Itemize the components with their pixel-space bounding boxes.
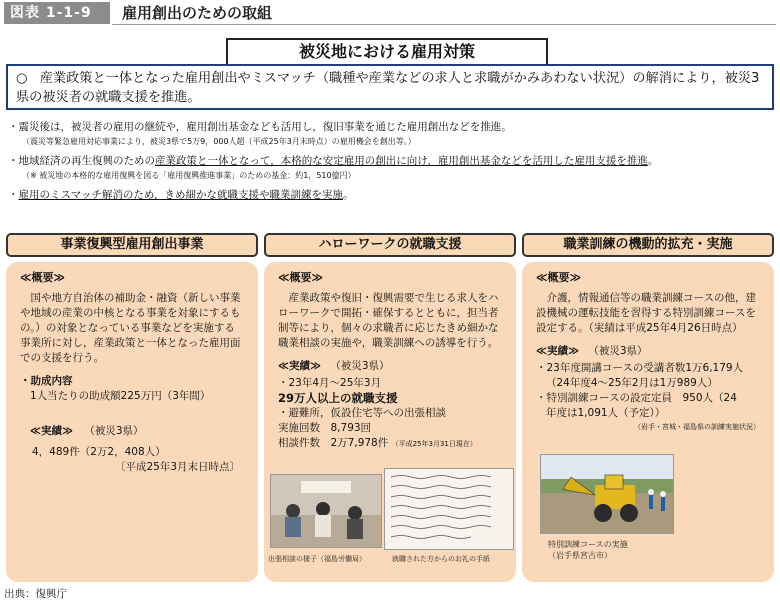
results-item-sub: 年度は1,091人（予定）） (546, 407, 666, 419)
results-label: ≪実績≫ (278, 360, 321, 372)
overview-text: 産業政策や復旧・復興需要で生じる求人をハローワークで開拓・確保するとともに，担当者制等により，個々の求職者に応じたきめ細かな職業相談の実施や，職業訓練への誘導を行う。 (278, 292, 499, 349)
bullet-text-post: 。 (647, 155, 659, 167)
source-note: 出典：復興庁 (4, 588, 67, 600)
bullet-note: （震災等緊急雇用対応事業により，被災3県で5万9，000人超（平成25年3月末時点）の雇用機会を創出等。） (22, 137, 416, 146)
results-item: ・特別訓練コースの設定定員 950人（24 (536, 392, 737, 404)
figure-label: 図表 1-1-9 (4, 2, 110, 24)
results-outreach: ・避難所，仮設住宅等への出張相談 (278, 407, 446, 419)
results-item-sub: （24年度4〜25年2月は1万989人） (546, 377, 718, 389)
column-heading-hellowork: ハローワークの就職支援 (264, 233, 516, 257)
training-photo-image (541, 455, 674, 534)
results-value: 4，489件（2万2，408人） (32, 446, 166, 458)
results-scope: （被災3県） (330, 360, 390, 372)
bullet-text-post: 。 (342, 189, 354, 201)
consultation-photo-caption: 出張相談の様子（福島労働局） (268, 555, 366, 563)
column-heading-training: 職業訓練の機動的拡充・実施 (522, 233, 774, 257)
training-photo-caption-line1: 特別訓練コースの実施 (548, 540, 628, 549)
results-note: （岩手・宮城・福島県の訓練実施状況） (634, 423, 760, 431)
bullet-text-pre: ・ (8, 189, 19, 201)
bullet-text-pre: ・地域経済の再生復興のための (8, 155, 155, 167)
bullet-text-underlined: 産業政策と一体となって，本格的な安定雇用の創出に向け，雇用創出基金などを活用した雇用支援を推進 (155, 155, 648, 167)
training-photo-caption-line2: （岩手県宮古市） (548, 551, 612, 560)
overview-text: 国や地方自治体の補助金・融資（新しい事業や地域の産業の中核となる事業を対象にするもの。）の対象となっている事業などを実施する事業所に対し，産業政策と一体となった雇用面での支援を行う。 (20, 292, 241, 364)
header-rule (112, 24, 776, 25)
bullet-item (8, 120, 776, 148)
results-item: ・23年度開講コースの受講者数1万6,179人 (536, 362, 744, 374)
bullet-item (8, 188, 776, 203)
figure-title: 雇用創出のための取組 (122, 4, 273, 22)
results-period: ・23年4月〜25年3月 (278, 377, 382, 389)
summary-text: 産業政策と一体となった雇用創出やミスマッチ（職種や産業などの求人と求職がかみあわない状況）の解消により，被災3県の被災者の就職支援を推進。 (16, 71, 760, 105)
main-heading: 被災地における雇用対策 (226, 38, 548, 66)
results-scope: （被災3県） (84, 425, 144, 437)
overview-text: 介護，情報通信等の職業訓練コースの他，建設機械の運転技能を習得する特別訓練コースを設定する。（実績は平成25年4月26日時点） (536, 292, 756, 334)
results-label: ≪実績≫ (30, 425, 73, 437)
column-job-creation (6, 262, 258, 582)
consultation-photo-image (271, 475, 382, 548)
overview-label: ≪概要≫ (20, 271, 66, 284)
results-scope: （被災3県） (588, 345, 648, 357)
overview-label: ≪概要≫ (536, 271, 582, 284)
column-heading-job-creation: 事業復興型雇用創出事業 (6, 233, 258, 257)
results-placements: 29万人以上の就職支援 (278, 391, 398, 405)
results-heading (536, 344, 760, 359)
results-heading (20, 424, 244, 439)
subsidy-label: ・助成内容 (20, 375, 73, 387)
bullet-item (8, 154, 776, 182)
figure-header (0, 0, 780, 26)
results-consults-line (278, 436, 502, 452)
results-consults: 相談件数 2万7,978件 (278, 437, 389, 449)
training-photo-caption (548, 539, 628, 561)
bullet-text: ・震災後は，被災者の雇用の継続や，雇用創出基金なども活用し，復旧事業を通じた雇用創出などを推進。 (8, 121, 512, 133)
results-consults-date: （平成25年3月31日現在） (391, 440, 477, 448)
results-sessions: 実施回数 8,793回 (278, 422, 372, 434)
results-label: ≪実績≫ (536, 345, 579, 357)
thank-you-letter-photo (384, 468, 514, 550)
consultation-photo (270, 474, 382, 548)
thank-you-letter-image (385, 469, 514, 550)
bullet-text-underlined: 雇用のミスマッチ解消のため，きめ細かな就職支援や職業訓練を実施 (18, 189, 343, 201)
bullet-note: （※ 被災地の本格的な雇用復興を図る「雇用復興推進事業」のための基金：約1，510億円） (22, 171, 356, 180)
results-date: 〔平成25年3月末日時点〕 (114, 461, 240, 473)
column-training (522, 262, 774, 582)
overview-label: ≪概要≫ (278, 271, 324, 284)
training-photo (540, 454, 674, 534)
bullet-text (8, 188, 776, 203)
bullet-list (8, 120, 776, 203)
summary-box (6, 64, 774, 110)
bullet-text (8, 154, 776, 169)
letter-photo-caption: 就職された方からのお礼の手紙 (392, 555, 490, 563)
results-heading (278, 359, 502, 374)
subsidy-text: 1人当たりの助成額225万円（3年間） (30, 390, 211, 402)
summary-marker: ○ (16, 71, 28, 86)
